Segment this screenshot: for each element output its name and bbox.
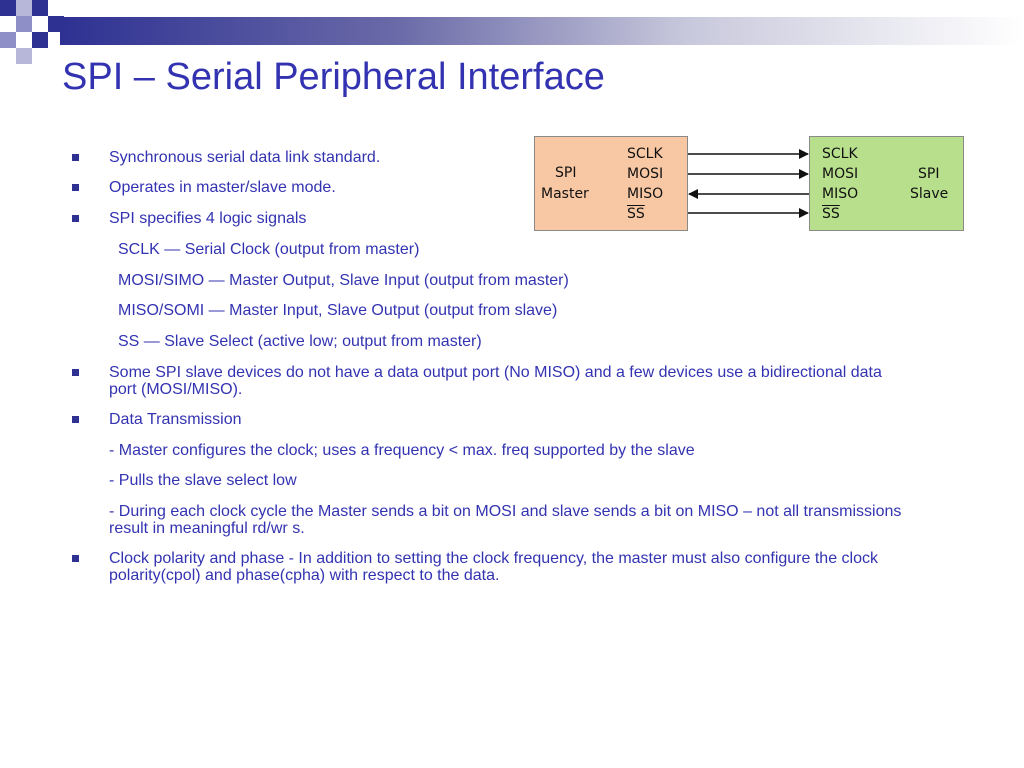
bullet-marker <box>72 154 79 161</box>
slave-pin-mosi: MOSI <box>822 166 859 182</box>
signal-description: MISO/SOMI — Master Input, Slave Output (output from slave) <box>118 302 558 319</box>
bullet-marker <box>72 555 79 562</box>
bullet-text: Synchronous serial data link standard. <box>109 149 381 166</box>
bullet-text: Clock polarity and phase - In addition to setting the clock frequency, the master must also configure the clock <box>109 550 878 567</box>
bullet-text: Some SPI slave devices do not have a data output port (No MISO) and a few devices use a bidirectional data <box>109 364 882 381</box>
bullet-marker <box>72 215 79 222</box>
signal-description: SCLK — Serial Clock (output from master) <box>118 241 420 258</box>
bullet-text-continuation: polarity(cpol) and phase(cpha) with respect to the data. <box>109 567 500 584</box>
slave-pin-ss: $\overline{SS}$ <box>822 206 840 222</box>
bullet-marker <box>72 369 79 376</box>
bullet-text: SPI specifies 4 logic signals <box>109 210 307 227</box>
signal-description: MOSI/SIMO — Master Output, Slave Input (output from master) <box>118 272 569 289</box>
slave-label-line1: SPI <box>918 166 940 182</box>
slave-pin-miso: MISO <box>822 186 859 202</box>
slide-title: SPI – Serial Peripheral Interface <box>62 56 605 98</box>
transmission-step: - During each clock cycle the Master sends a bit on MOSI and slave sends a bit on MISO – not all transmissions <box>109 503 902 520</box>
slave-label-line2: Slave <box>910 186 949 202</box>
master-pin-mosi: MOSI <box>627 166 664 182</box>
master-pin-miso: MISO <box>627 186 664 202</box>
master-pin-sclk: SCLK <box>627 146 663 162</box>
master-label-line2: Master <box>541 186 589 202</box>
signal-description: SS — Slave Select (active low; output from master) <box>118 333 482 350</box>
transmission-step-continuation: result in meaningful rd/wr s. <box>109 520 305 537</box>
bullet-text: Data Transmission <box>109 411 242 428</box>
transmission-step: - Pulls the slave select low <box>109 472 297 489</box>
bullet-marker <box>72 416 79 423</box>
bullet-text-continuation: port (MOSI/MISO). <box>109 381 243 398</box>
transmission-step: - Master configures the clock; uses a frequency < max. freq supported by the slave <box>109 442 695 459</box>
master-label-line1: SPI <box>555 165 577 181</box>
bullet-marker <box>72 184 79 191</box>
bullet-text: Operates in master/slave mode. <box>109 179 336 196</box>
master-pin-ss: $\overline{SS}$ <box>627 206 645 222</box>
slave-pin-sclk: SCLK <box>822 146 858 162</box>
